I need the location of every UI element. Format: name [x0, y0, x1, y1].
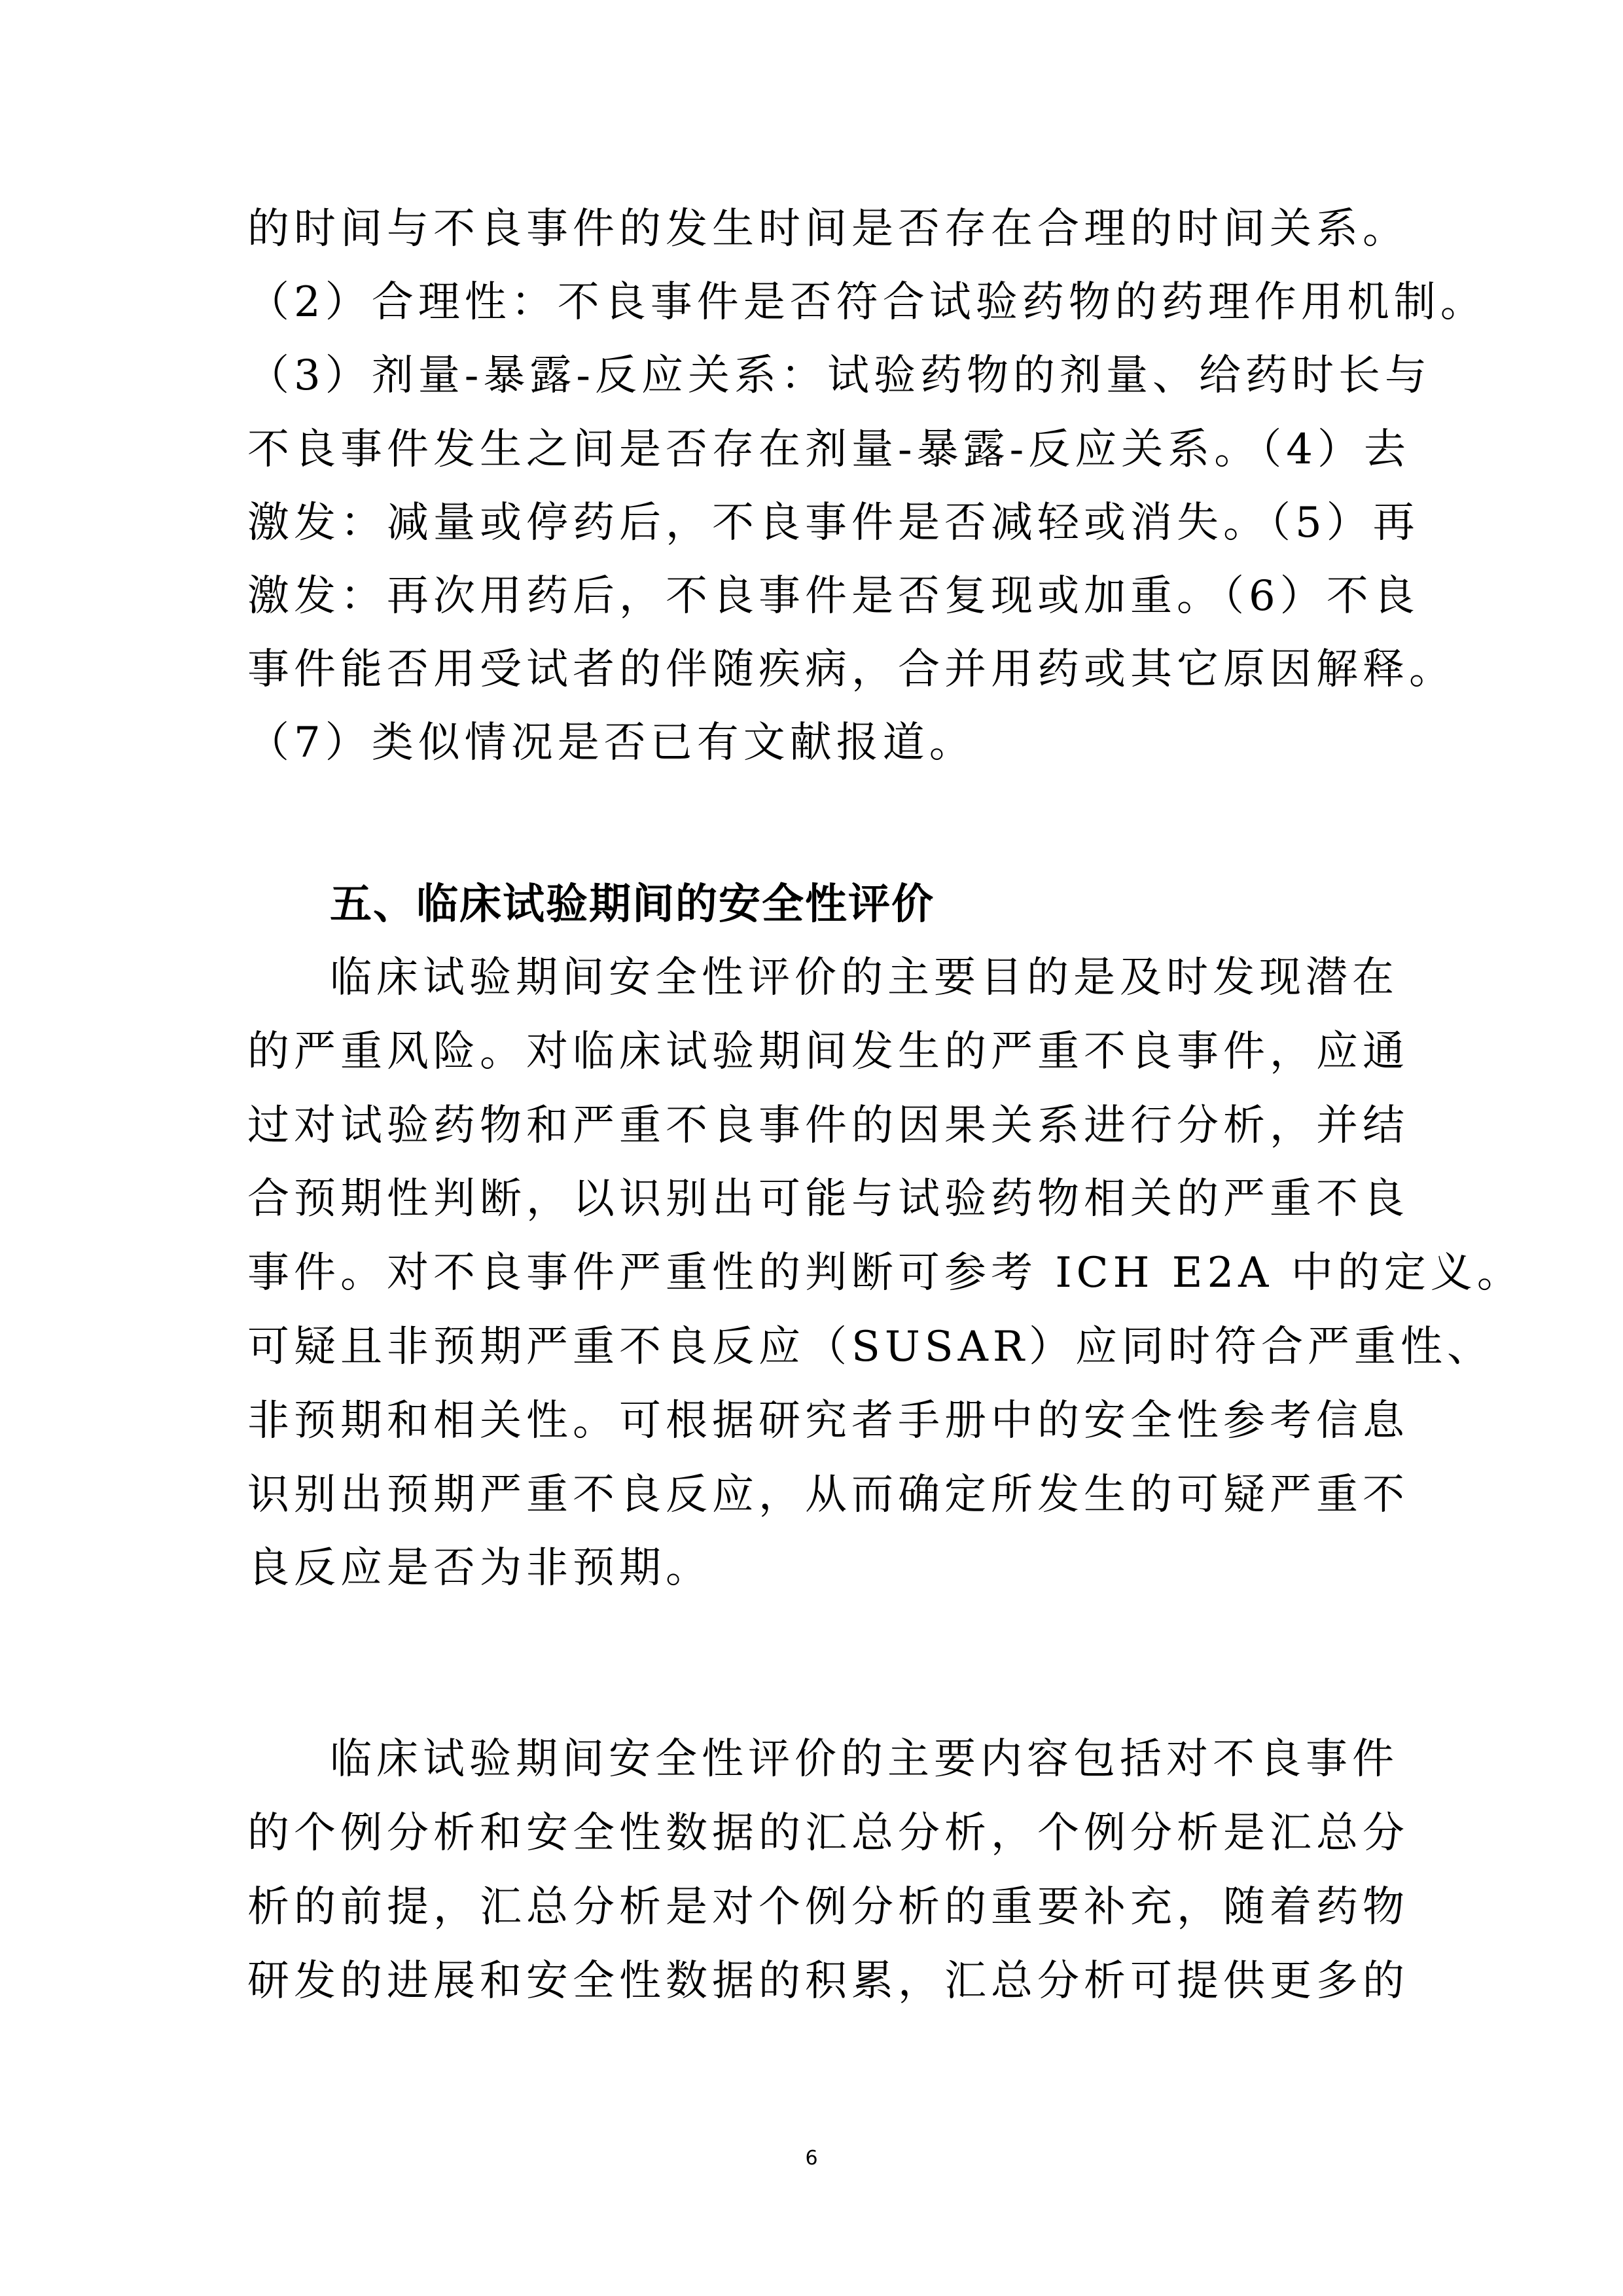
text-line: 激发：减量或停药后，不良事件是否减轻或消失。（5）再	[247, 498, 1419, 547]
text-line: 的严重风险。对临床试验期间发生的严重不良事件，应通	[247, 1027, 1409, 1076]
text-line: 可疑且非预期严重不良反应（SUSAR）应同时符合严重性、	[247, 1322, 1494, 1371]
paragraph-causality-criteria	[247, 205, 1487, 796]
text-line: 不良事件发生之间是否存在剂量-暴露-反应关系。（4）去	[247, 425, 1410, 474]
text-line: 良反应是否为非预期。	[247, 1544, 712, 1593]
text-line: 的个例分析和安全性数据的汇总分析，个例分析是汇总分	[247, 1809, 1409, 1857]
paragraph-safety-evaluation-content	[247, 1735, 1412, 2034]
text-line: 激发：再次用药后，不良事件是否复现或加重。（6）不良	[247, 571, 1419, 620]
text-line: 的时间与不良事件的发生时间是否存在合理的时间关系。	[247, 205, 1409, 253]
text-line: 研发的进展和安全性数据的积累，汇总分析可提供更多的	[247, 1957, 1409, 2005]
paragraph-safety-evaluation-purpose	[247, 954, 1524, 1621]
text-line: 事件能否用受试者的伴随疾病，合并用药或其它原因解释。	[247, 645, 1455, 694]
text-line: 非预期和相关性。可根据研究者手册中的安全性参考信息	[247, 1396, 1409, 1445]
text-line: 过对试验药物和严重不良事件的因果关系进行分析，并结	[247, 1101, 1409, 1150]
text-line: 识别出预期严重不良反应，从而确定所发生的可疑严重不	[247, 1470, 1409, 1519]
text-line: 析的前提，汇总分析是对个例分析的重要补充，随着药物	[247, 1883, 1409, 1931]
text-line: （2）合理性：不良事件是否符合试验药物的药理作用机制。	[247, 278, 1487, 327]
text-line: 事件。对不良事件严重性的判断可参考 ICH E2A 中的定义。	[247, 1249, 1524, 1298]
page-number: 6	[805, 2147, 818, 2170]
text-line: 临床试验期间安全性评价的主要目的是及时发现潜在	[330, 954, 1399, 1002]
text-line: 临床试验期间安全性评价的主要内容包括对不良事件	[330, 1735, 1399, 1784]
text-line: （3）剂量-暴露-反应关系：试验药物的剂量、给药时长与	[247, 351, 1431, 401]
text-line: 合预期性判断，以识别出可能与试验药物相关的严重不良	[247, 1175, 1409, 1224]
section-heading: 五、临床试验期间的安全性评价	[330, 880, 935, 929]
text-line: （7）类似情况是否已有文献报道。	[247, 719, 976, 768]
